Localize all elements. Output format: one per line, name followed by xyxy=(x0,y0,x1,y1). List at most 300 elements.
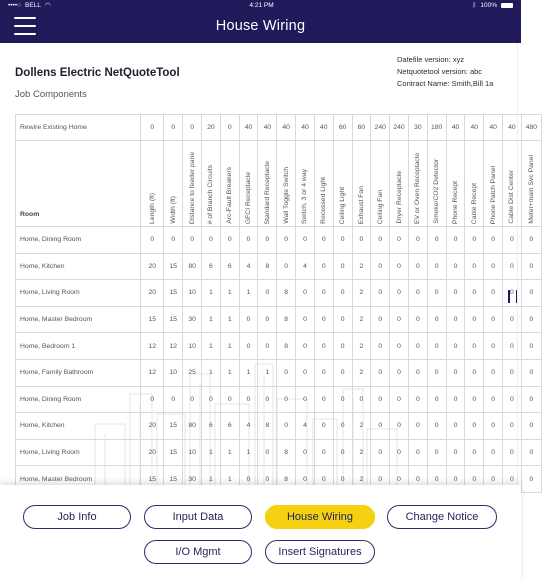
insert-signatures-button[interactable]: Insert Signatures xyxy=(265,540,375,564)
room-name-cell[interactable]: Home, Living Room xyxy=(16,280,141,307)
quantity-cell[interactable]: 0 xyxy=(258,306,277,333)
quantity-cell[interactable]: 0 xyxy=(503,306,522,333)
unit-cost-cell[interactable]: 480 xyxy=(521,115,541,141)
quantity-cell[interactable]: 0 xyxy=(314,439,333,466)
quantity-cell[interactable]: 0 xyxy=(390,466,409,493)
quantity-cell[interactable]: 1 xyxy=(220,439,239,466)
quantity-cell[interactable]: 1 xyxy=(202,333,221,360)
quantity-cell[interactable]: 8 xyxy=(277,280,296,307)
quantity-cell[interactable]: 20 xyxy=(141,253,164,280)
quantity-cell[interactable]: 0 xyxy=(390,306,409,333)
unit-cost-cell[interactable]: 40 xyxy=(314,115,333,141)
quantity-cell[interactable]: 0 xyxy=(220,386,239,413)
column-header-label: # of Branch Circuits xyxy=(207,164,215,224)
quantity-cell[interactable]: 4 xyxy=(296,413,315,440)
quantity-cell[interactable]: 20 xyxy=(141,413,164,440)
quantity-cell[interactable]: 30 xyxy=(183,306,202,333)
quantity-cell[interactable]: 0 xyxy=(258,386,277,413)
quantity-cell[interactable]: 0 xyxy=(521,386,541,413)
column-header-label: Ceiling Fan xyxy=(376,189,384,224)
quantity-cell[interactable]: 0 xyxy=(484,386,503,413)
quantity-cell[interactable]: 30 xyxy=(183,466,202,493)
column-header xyxy=(277,141,296,227)
column-header xyxy=(164,141,183,227)
quantity-cell[interactable]: 0 xyxy=(484,333,503,360)
quantity-cell[interactable]: 2 xyxy=(352,280,371,307)
quantity-cell[interactable]: 0 xyxy=(521,227,541,254)
quantity-cell[interactable]: 10 xyxy=(183,439,202,466)
quantity-cell[interactable]: 0 xyxy=(446,413,465,440)
quantity-cell[interactable]: 0 xyxy=(484,280,503,307)
quantity-cell[interactable]: 0 xyxy=(503,439,522,466)
quantity-cell[interactable]: 1 xyxy=(202,280,221,307)
quantity-cell[interactable]: 0 xyxy=(521,413,541,440)
room-name-cell[interactable]: Home, Family Bathroom xyxy=(16,359,141,386)
change-notice-button[interactable]: Change Notice xyxy=(387,505,497,529)
quantity-cell[interactable]: 0 xyxy=(296,280,315,307)
quantity-cell[interactable]: 10 xyxy=(183,333,202,360)
quantity-cell[interactable]: 0 xyxy=(333,333,352,360)
quantity-cell[interactable]: 0 xyxy=(408,253,427,280)
column-header-label: Exhaust Fan xyxy=(357,185,365,224)
house-wiring-button[interactable]: House Wiring xyxy=(265,505,375,529)
quantity-cell[interactable]: 0 xyxy=(427,227,446,254)
table-row xyxy=(16,333,542,360)
quantity-cell[interactable]: 1 xyxy=(202,466,221,493)
quantity-cell[interactable]: 0 xyxy=(465,413,484,440)
quantity-cell[interactable]: 0 xyxy=(371,386,390,413)
room-name-cell[interactable]: Home, Master Bedroom xyxy=(16,466,141,493)
quantity-cell[interactable]: 15 xyxy=(164,280,183,307)
unit-cost-cell[interactable]: 40 xyxy=(258,115,277,141)
quantity-cell[interactable]: 0 xyxy=(408,386,427,413)
room-name-cell[interactable]: Home, Bedroom 1 xyxy=(16,333,141,360)
quantity-cell[interactable]: 0 xyxy=(446,386,465,413)
quantity-cell[interactable]: 0 xyxy=(484,306,503,333)
quantity-cell[interactable]: 0 xyxy=(446,253,465,280)
quantity-cell[interactable]: 0 xyxy=(390,227,409,254)
quantity-cell[interactable]: 0 xyxy=(408,227,427,254)
column-header-label: Cable Dist Center xyxy=(508,170,516,224)
room-name-cell[interactable]: Home, Kitchen xyxy=(16,253,141,280)
unit-cost-cell[interactable]: 0 xyxy=(164,115,183,141)
unit-cost-cell[interactable]: 60 xyxy=(352,115,371,141)
quantity-cell[interactable]: 0 xyxy=(427,333,446,360)
quantity-cell[interactable]: 0 xyxy=(296,227,315,254)
unit-cost-cell[interactable]: 0 xyxy=(220,115,239,141)
quantity-cell[interactable]: 1 xyxy=(202,439,221,466)
quantity-cell[interactable]: 0 xyxy=(521,306,541,333)
quantity-cell[interactable]: 0 xyxy=(371,227,390,254)
quantity-cell[interactable]: 0 xyxy=(390,333,409,360)
quantity-cell[interactable]: 4 xyxy=(296,253,315,280)
quantity-cell[interactable]: 0 xyxy=(427,413,446,440)
quantity-cell[interactable]: 0 xyxy=(239,306,258,333)
quantity-cell[interactable]: 1 xyxy=(239,359,258,386)
quantity-cell[interactable]: 1 xyxy=(239,280,258,307)
job-components-grid[interactable] xyxy=(15,114,538,485)
quantity-cell[interactable]: 2 xyxy=(352,466,371,493)
quantity-cell[interactable]: 8 xyxy=(277,306,296,333)
quantity-cell[interactable]: 1 xyxy=(202,306,221,333)
quantity-cell[interactable]: 0 xyxy=(427,439,446,466)
unit-cost-cell[interactable]: 0 xyxy=(183,115,202,141)
quantity-cell[interactable]: 0 xyxy=(258,439,277,466)
quantity-cell[interactable]: 1 xyxy=(258,359,277,386)
quantity-cell[interactable]: 0 xyxy=(141,227,164,254)
bluetooth-icon: ᛒ xyxy=(472,1,477,9)
quantity-cell[interactable]: 0 xyxy=(484,253,503,280)
quantity-cell[interactable]: 2 xyxy=(352,306,371,333)
quantity-cell[interactable]: 0 xyxy=(390,253,409,280)
unit-cost-cell[interactable]: 0 xyxy=(141,115,164,141)
room-name-cell[interactable]: Home, Dining Room xyxy=(16,227,141,254)
quantity-cell[interactable]: 0 xyxy=(371,439,390,466)
quantity-cell[interactable]: 0 xyxy=(239,333,258,360)
quantity-cell[interactable]: 8 xyxy=(277,333,296,360)
quantity-cell[interactable]: 0 xyxy=(296,306,315,333)
quantity-cell[interactable]: 0 xyxy=(220,227,239,254)
quantity-cell[interactable]: 80 xyxy=(183,413,202,440)
input-data-button[interactable]: Input Data xyxy=(144,505,252,529)
quantity-cell[interactable]: 0 xyxy=(164,227,183,254)
quantity-cell[interactable]: 0 xyxy=(333,359,352,386)
quantity-cell[interactable]: 0 xyxy=(503,466,522,493)
drag-handle-icon[interactable] xyxy=(508,290,517,303)
quantity-cell[interactable]: 0 xyxy=(521,466,541,493)
quantity-cell[interactable]: 0 xyxy=(258,333,277,360)
quantity-cell[interactable]: 0 xyxy=(390,386,409,413)
quantity-cell[interactable]: 0 xyxy=(484,439,503,466)
quantity-cell[interactable]: 15 xyxy=(164,413,183,440)
quantity-cell[interactable]: 0 xyxy=(296,386,315,413)
table-row xyxy=(16,253,542,280)
column-header-label: Distance to feeder pane xyxy=(188,151,196,224)
quantity-cell[interactable]: 0 xyxy=(314,386,333,413)
quantity-cell[interactable]: 0 xyxy=(296,333,315,360)
quantity-cell[interactable]: 2 xyxy=(352,359,371,386)
quantity-cell[interactable]: 0 xyxy=(314,280,333,307)
quantity-cell[interactable]: 0 xyxy=(465,227,484,254)
unit-cost-cell[interactable]: 240 xyxy=(390,115,409,141)
quantity-cell[interactable]: 15 xyxy=(141,466,164,493)
quantity-cell[interactable]: 0 xyxy=(408,333,427,360)
quantity-cell[interactable]: 0 xyxy=(277,386,296,413)
quantity-cell[interactable]: 0 xyxy=(239,227,258,254)
quantity-cell[interactable]: 0 xyxy=(427,280,446,307)
quantity-cell[interactable]: 0 xyxy=(521,333,541,360)
quantity-cell[interactable]: 10 xyxy=(183,280,202,307)
quantity-cell[interactable]: 1 xyxy=(220,306,239,333)
quantity-cell[interactable]: 0 xyxy=(427,359,446,386)
quantity-cell[interactable]: 12 xyxy=(141,359,164,386)
quantity-cell[interactable]: 0 xyxy=(484,413,503,440)
quantity-cell[interactable]: 0 xyxy=(258,280,277,307)
quantity-cell[interactable]: 0 xyxy=(333,306,352,333)
column-header-label: Standard Receptacle xyxy=(263,160,271,224)
table-row xyxy=(16,439,542,466)
quantity-cell[interactable]: 0 xyxy=(314,359,333,386)
quantity-cell[interactable]: 0 xyxy=(503,227,522,254)
quantity-cell[interactable]: 0 xyxy=(371,466,390,493)
quantity-cell[interactable]: 80 xyxy=(183,253,202,280)
quantity-cell[interactable]: 12 xyxy=(141,333,164,360)
components-table xyxy=(15,114,542,493)
quantity-cell[interactable]: 0 xyxy=(503,413,522,440)
quantity-cell[interactable]: 0 xyxy=(503,253,522,280)
quantity-cell[interactable]: 15 xyxy=(164,439,183,466)
quantity-cell[interactable]: 0 xyxy=(446,359,465,386)
quantity-cell[interactable]: 0 xyxy=(371,306,390,333)
io-mgmt-button[interactable]: I/O Mgmt xyxy=(144,540,252,564)
table-row xyxy=(16,359,542,386)
quantity-cell[interactable]: 0 xyxy=(296,466,315,493)
quantity-cell[interactable]: 0 xyxy=(202,386,221,413)
unit-cost-cell[interactable]: 40 xyxy=(277,115,296,141)
quantity-cell[interactable]: 6 xyxy=(220,253,239,280)
quantity-cell[interactable]: 0 xyxy=(427,306,446,333)
quantity-cell[interactable]: 6 xyxy=(220,413,239,440)
quantity-cell[interactable]: 0 xyxy=(314,227,333,254)
quantity-cell[interactable]: 6 xyxy=(202,413,221,440)
datefile-version: Datefile version: xyz xyxy=(397,55,465,64)
quantity-cell[interactable]: 0 xyxy=(521,359,541,386)
quantity-cell[interactable]: 0 xyxy=(521,253,541,280)
quantity-cell[interactable]: 0 xyxy=(408,359,427,386)
quantity-cell[interactable]: 0 xyxy=(503,333,522,360)
carrier-label: BELL xyxy=(25,1,41,9)
quantity-cell[interactable]: 1 xyxy=(239,439,258,466)
quantity-cell[interactable]: 25 xyxy=(183,359,202,386)
quantity-cell[interactable]: 0 xyxy=(390,413,409,440)
quantity-cell[interactable]: 0 xyxy=(465,439,484,466)
quantity-cell[interactable]: 0 xyxy=(446,227,465,254)
room-name-cell[interactable]: Home, Kitchen xyxy=(16,413,141,440)
side-divider xyxy=(517,43,518,485)
unit-cost-cell[interactable]: 30 xyxy=(408,115,427,141)
room-name-cell[interactable]: Home, Master Bedroom xyxy=(16,306,141,333)
quantity-cell[interactable]: 0 xyxy=(277,359,296,386)
quantity-cell[interactable]: 0 xyxy=(521,439,541,466)
column-header xyxy=(446,141,465,227)
version-info xyxy=(397,54,493,90)
job-info-button[interactable]: Job Info xyxy=(23,505,131,529)
unit-cost-cell[interactable]: 40 xyxy=(484,115,503,141)
quantity-cell[interactable]: 0 xyxy=(352,227,371,254)
unit-cost-cell[interactable]: 240 xyxy=(371,115,390,141)
quantity-cell[interactable]: 0 xyxy=(202,227,221,254)
quantity-cell[interactable]: 1 xyxy=(220,280,239,307)
quantity-cell[interactable]: 0 xyxy=(408,280,427,307)
quantity-cell[interactable]: 0 xyxy=(314,466,333,493)
column-header-label: Length (ft) xyxy=(148,193,156,224)
quantity-cell[interactable]: 0 xyxy=(465,253,484,280)
quantity-cell[interactable]: 0 xyxy=(446,439,465,466)
quantity-cell[interactable]: 0 xyxy=(314,413,333,440)
quantity-cell[interactable]: 8 xyxy=(277,466,296,493)
quantity-cell[interactable]: 0 xyxy=(371,413,390,440)
column-header xyxy=(141,141,164,227)
quantity-cell[interactable]: 0 xyxy=(333,253,352,280)
quantity-cell[interactable]: 15 xyxy=(164,306,183,333)
column-header-label: Meter+main Svc Panel xyxy=(527,155,535,224)
table-row xyxy=(16,227,542,254)
quantity-cell[interactable]: 6 xyxy=(202,253,221,280)
quantity-cell[interactable]: 0 xyxy=(465,386,484,413)
table-row xyxy=(16,306,542,333)
quantity-cell[interactable]: 12 xyxy=(164,333,183,360)
quantity-cell[interactable]: 2 xyxy=(352,253,371,280)
quantity-cell[interactable]: 0 xyxy=(239,466,258,493)
quantity-cell[interactable]: 0 xyxy=(503,359,522,386)
quantity-cell[interactable]: 0 xyxy=(390,359,409,386)
unit-cost-cell[interactable]: 40 xyxy=(503,115,522,141)
quantity-cell[interactable]: 0 xyxy=(352,386,371,413)
unit-cost-cell[interactable]: 40 xyxy=(239,115,258,141)
quantity-cell[interactable]: 0 xyxy=(371,280,390,307)
quantity-cell[interactable]: 0 xyxy=(465,280,484,307)
column-header xyxy=(521,141,541,227)
unit-cost-cell[interactable]: 40 xyxy=(465,115,484,141)
quantity-cell[interactable]: 0 xyxy=(484,466,503,493)
quantity-cell[interactable]: 0 xyxy=(446,306,465,333)
quantity-cell[interactable]: 0 xyxy=(333,439,352,466)
quantity-cell[interactable]: 20 xyxy=(141,280,164,307)
column-header xyxy=(183,141,202,227)
quantity-cell[interactable]: 0 xyxy=(371,333,390,360)
quantity-cell[interactable]: 0 xyxy=(371,253,390,280)
quantity-cell[interactable]: 0 xyxy=(239,386,258,413)
quantity-cell[interactable]: 4 xyxy=(239,253,258,280)
quantity-cell[interactable]: 8 xyxy=(258,253,277,280)
quantity-cell[interactable]: 0 xyxy=(314,333,333,360)
unit-cost-cell[interactable]: 20 xyxy=(202,115,221,141)
quantity-cell[interactable]: 0 xyxy=(503,280,522,307)
quantity-cell[interactable]: 10 xyxy=(164,359,183,386)
quantity-cell[interactable]: 20 xyxy=(141,439,164,466)
column-header xyxy=(202,141,221,227)
quantity-cell[interactable]: 15 xyxy=(164,466,183,493)
quantity-cell[interactable]: 2 xyxy=(352,439,371,466)
column-header xyxy=(352,141,371,227)
quantity-cell[interactable]: 2 xyxy=(352,413,371,440)
quantity-cell[interactable]: 0 xyxy=(484,227,503,254)
quantity-cell[interactable]: 0 xyxy=(390,280,409,307)
column-header-label: Recessed Light xyxy=(320,177,328,224)
quantity-cell[interactable]: 1 xyxy=(220,359,239,386)
column-header-label: Wall Toggle Switch xyxy=(282,167,290,224)
quantity-cell[interactable]: 0 xyxy=(164,386,183,413)
quantity-cell[interactable]: 0 xyxy=(427,466,446,493)
column-header xyxy=(408,141,427,227)
quantity-cell[interactable]: 0 xyxy=(427,253,446,280)
quantity-cell[interactable]: 0 xyxy=(183,386,202,413)
column-header-label: Cable Recept xyxy=(470,182,478,224)
quantity-cell[interactable]: 0 xyxy=(465,306,484,333)
room-name-cell[interactable]: Home, Living Room xyxy=(16,439,141,466)
quantity-cell[interactable]: 0 xyxy=(277,227,296,254)
quantity-cell[interactable]: 0 xyxy=(296,439,315,466)
column-header-label: GFCI Receptacle xyxy=(245,171,253,224)
quantity-cell[interactable]: 0 xyxy=(446,333,465,360)
quantity-cell[interactable]: 0 xyxy=(333,280,352,307)
quantity-cell[interactable]: 0 xyxy=(465,466,484,493)
quantity-cell[interactable]: 1 xyxy=(220,466,239,493)
column-header xyxy=(465,141,484,227)
column-header xyxy=(314,141,333,227)
quantity-cell[interactable]: 1 xyxy=(220,333,239,360)
job-type-cell[interactable]: Rewire Existing Home xyxy=(16,115,141,141)
column-header-label: Phone Patch Panel xyxy=(489,165,497,224)
quantity-cell[interactable]: 0 xyxy=(371,359,390,386)
quantity-cell[interactable]: 8 xyxy=(258,413,277,440)
quantity-cell[interactable]: 0 xyxy=(484,359,503,386)
column-header-label: Smoke/CO2 Detector xyxy=(433,159,441,224)
table-row xyxy=(16,413,542,440)
column-header-label: Phone Recept xyxy=(451,180,459,224)
quantity-cell[interactable]: 0 xyxy=(296,359,315,386)
quantity-cell[interactable]: 0 xyxy=(521,280,541,307)
quantity-cell[interactable]: 15 xyxy=(164,253,183,280)
room-name-cell[interactable]: Home, Dining Room xyxy=(16,386,141,413)
section-label: Job Components xyxy=(15,89,87,100)
quantity-cell[interactable]: 0 xyxy=(258,466,277,493)
quantity-cell[interactable]: 0 xyxy=(446,466,465,493)
unit-cost-cell[interactable]: 40 xyxy=(446,115,465,141)
quantity-cell[interactable]: 0 xyxy=(277,413,296,440)
quantity-cell[interactable]: 0 xyxy=(333,227,352,254)
quantity-cell[interactable]: 0 xyxy=(314,253,333,280)
quantity-cell[interactable]: 0 xyxy=(408,439,427,466)
quantity-cell[interactable]: 0 xyxy=(390,439,409,466)
quantity-cell[interactable]: 0 xyxy=(408,466,427,493)
quantity-cell[interactable]: 0 xyxy=(333,466,352,493)
quantity-cell[interactable]: 0 xyxy=(141,386,164,413)
unit-cost-cell[interactable]: 60 xyxy=(333,115,352,141)
status-time: 4:21 PM xyxy=(249,1,274,9)
quantity-cell[interactable]: 0 xyxy=(503,386,522,413)
bottom-navigation xyxy=(0,485,521,582)
quantity-cell[interactable]: 0 xyxy=(446,280,465,307)
quantity-cell[interactable]: 2 xyxy=(352,333,371,360)
unit-cost-cell[interactable]: 40 xyxy=(296,115,315,141)
quantity-cell[interactable]: 0 xyxy=(333,413,352,440)
quantity-cell[interactable]: 0 xyxy=(465,359,484,386)
quantity-cell[interactable]: 4 xyxy=(239,413,258,440)
signal-icon: ••••○ xyxy=(8,1,22,9)
contract-name: Contract Name: Smith,Bill 1a xyxy=(397,79,494,88)
quantity-cell[interactable]: 0 xyxy=(258,227,277,254)
column-header xyxy=(427,141,446,227)
quantity-cell[interactable]: 8 xyxy=(277,439,296,466)
unit-cost-cell[interactable]: 180 xyxy=(427,115,446,141)
quantity-cell[interactable]: 1 xyxy=(202,359,221,386)
quantity-cell[interactable]: 15 xyxy=(141,306,164,333)
column-header xyxy=(296,141,315,227)
column-header-label: Width (ft) xyxy=(169,196,177,224)
quantity-cell[interactable]: 0 xyxy=(314,306,333,333)
quantity-cell[interactable]: 0 xyxy=(408,306,427,333)
quantity-cell[interactable]: 0 xyxy=(408,413,427,440)
quantity-cell[interactable]: 0 xyxy=(465,333,484,360)
quantity-cell[interactable]: 0 xyxy=(427,386,446,413)
quantity-cell[interactable]: 0 xyxy=(277,253,296,280)
quantity-cell[interactable]: 0 xyxy=(183,227,202,254)
battery-percent: 100% xyxy=(480,1,497,9)
quantity-cell[interactable]: 0 xyxy=(333,386,352,413)
netquote-version: Netquotetool version: abc xyxy=(397,67,483,76)
column-header-label: Switch, 3 or 4 way xyxy=(301,168,309,224)
